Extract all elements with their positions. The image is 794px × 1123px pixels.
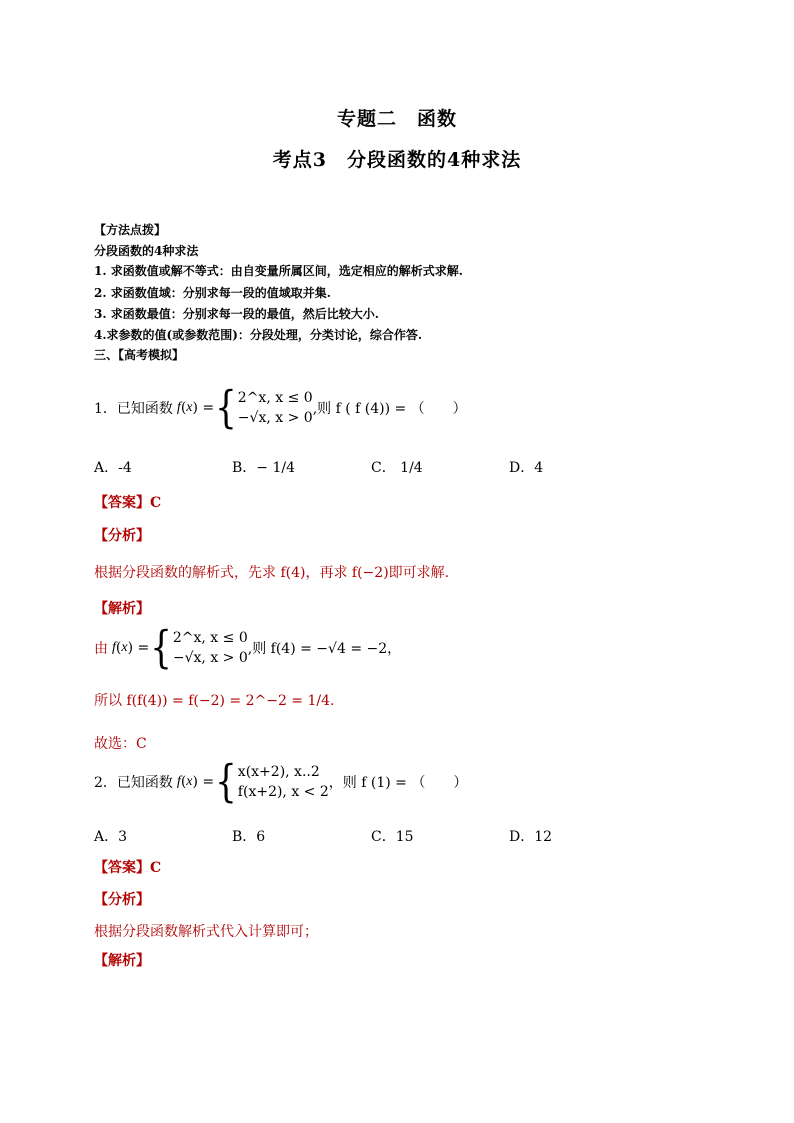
q1-answer: 【答案】C (94, 495, 162, 511)
topic-subtitle: 考点3 分段函数的4种求法 (272, 149, 522, 171)
q1-solution-label: 【解析】 (94, 601, 150, 617)
q1-option-c: C． 1/4 (371, 460, 423, 476)
q1-solution-line-1: 由 f ( x ) = { 2^x, x ≤ 0 −√x, x > 0 ,则 f(4) = −√4 = −2， (94, 622, 402, 674)
q1-stem-suffix: ,则 f ( f (4)) = （ ） (312, 401, 467, 417)
q2-stem-prefix: 2．已知函数 (94, 775, 173, 791)
q1-solution-piecewise (173, 628, 248, 668)
q2-option-c: C．15 (371, 829, 414, 845)
method-item-3: 3. 求函数最值：分别求每一段的最值，然后比较大小. (94, 307, 379, 321)
q1-analysis-label: 【分析】 (94, 528, 150, 544)
q1-solution-case-2: −√x, x > 0 (172, 650, 248, 666)
brace-icon: { (215, 382, 237, 434)
q2-stem: 2．已知函数 f ( x ) = { x(x+2), x..2 f(x+2), x < 2 ，则 f (1) = （ ） (94, 756, 468, 808)
q2-option-d: D．12 (509, 829, 553, 845)
section-heading: 三、【高考模拟】 (94, 348, 185, 362)
brace-icon: { (150, 622, 172, 674)
q1-option-b: B．− 1/4 (232, 460, 295, 476)
q2-answer: 【答案】C (94, 860, 162, 876)
q2-option-a: A．3 (94, 829, 128, 845)
q1-piecewise (238, 388, 313, 428)
brace-icon: { (215, 756, 237, 808)
q1-solution-suffix: ,则 f(4) = −√4 = −2， (247, 641, 402, 657)
q1-option-a: A．-4 (94, 460, 132, 476)
q1-stem: 1．已知函数 f ( x ) = { 2^x, x ≤ 0 −√x, x > 0 ,则 f ( f (4)) = （ ） (94, 382, 467, 434)
q2-solution-label: 【解析】 (94, 953, 150, 969)
q2-analysis-text: 根据分段函数解析式代入计算即可； (94, 924, 318, 940)
q2-analysis-label: 【分析】 (94, 892, 150, 908)
q1-analysis-text: 根据分段函数的解析式，先求 f(4)，再求 f(−2)即可求解. (94, 565, 450, 581)
q1-conclusion: 故选：C (94, 736, 147, 752)
q2-stem-suffix: ，则 f (1) = （ ） (328, 775, 468, 791)
q1-case-1: 2^x, x ≤ 0 (237, 390, 313, 406)
q1-solution-line-2: 所以 f(f(4)) = f(−2) = 2^−2 = 1/4. (94, 693, 335, 709)
method-item-4: 4.求参数的值(或参数范围)：分段处理，分类讨论，综合作答. (94, 328, 423, 342)
chapter-title: 专题二 函数 (336, 108, 457, 130)
q1-option-d: D．4 (509, 460, 544, 476)
q1-case-2: −√x, x > 0 (237, 410, 313, 426)
method-item-2: 2. 求函数值域：分别求每一段的值域取并集. (94, 286, 331, 300)
method-subheading: 分段函数的4种求法 (94, 244, 199, 258)
q1-solution-case-1: 2^x, x ≤ 0 (172, 630, 248, 646)
q2-piecewise (238, 762, 329, 802)
q2-case-1: x(x+2), x..2 (237, 764, 320, 780)
method-heading: 【方法点拨】 (94, 223, 167, 237)
q1-stem-prefix: 1．已知函数 (94, 401, 173, 417)
q2-option-b: B．6 (232, 829, 266, 845)
q2-case-2: f(x+2), x < 2 (237, 784, 329, 800)
q1-solution-prefix: 由 (94, 641, 108, 657)
method-item-1: 1. 求函数值或解不等式：由自变量所属区间，选定相应的解析式求解. (94, 264, 463, 278)
